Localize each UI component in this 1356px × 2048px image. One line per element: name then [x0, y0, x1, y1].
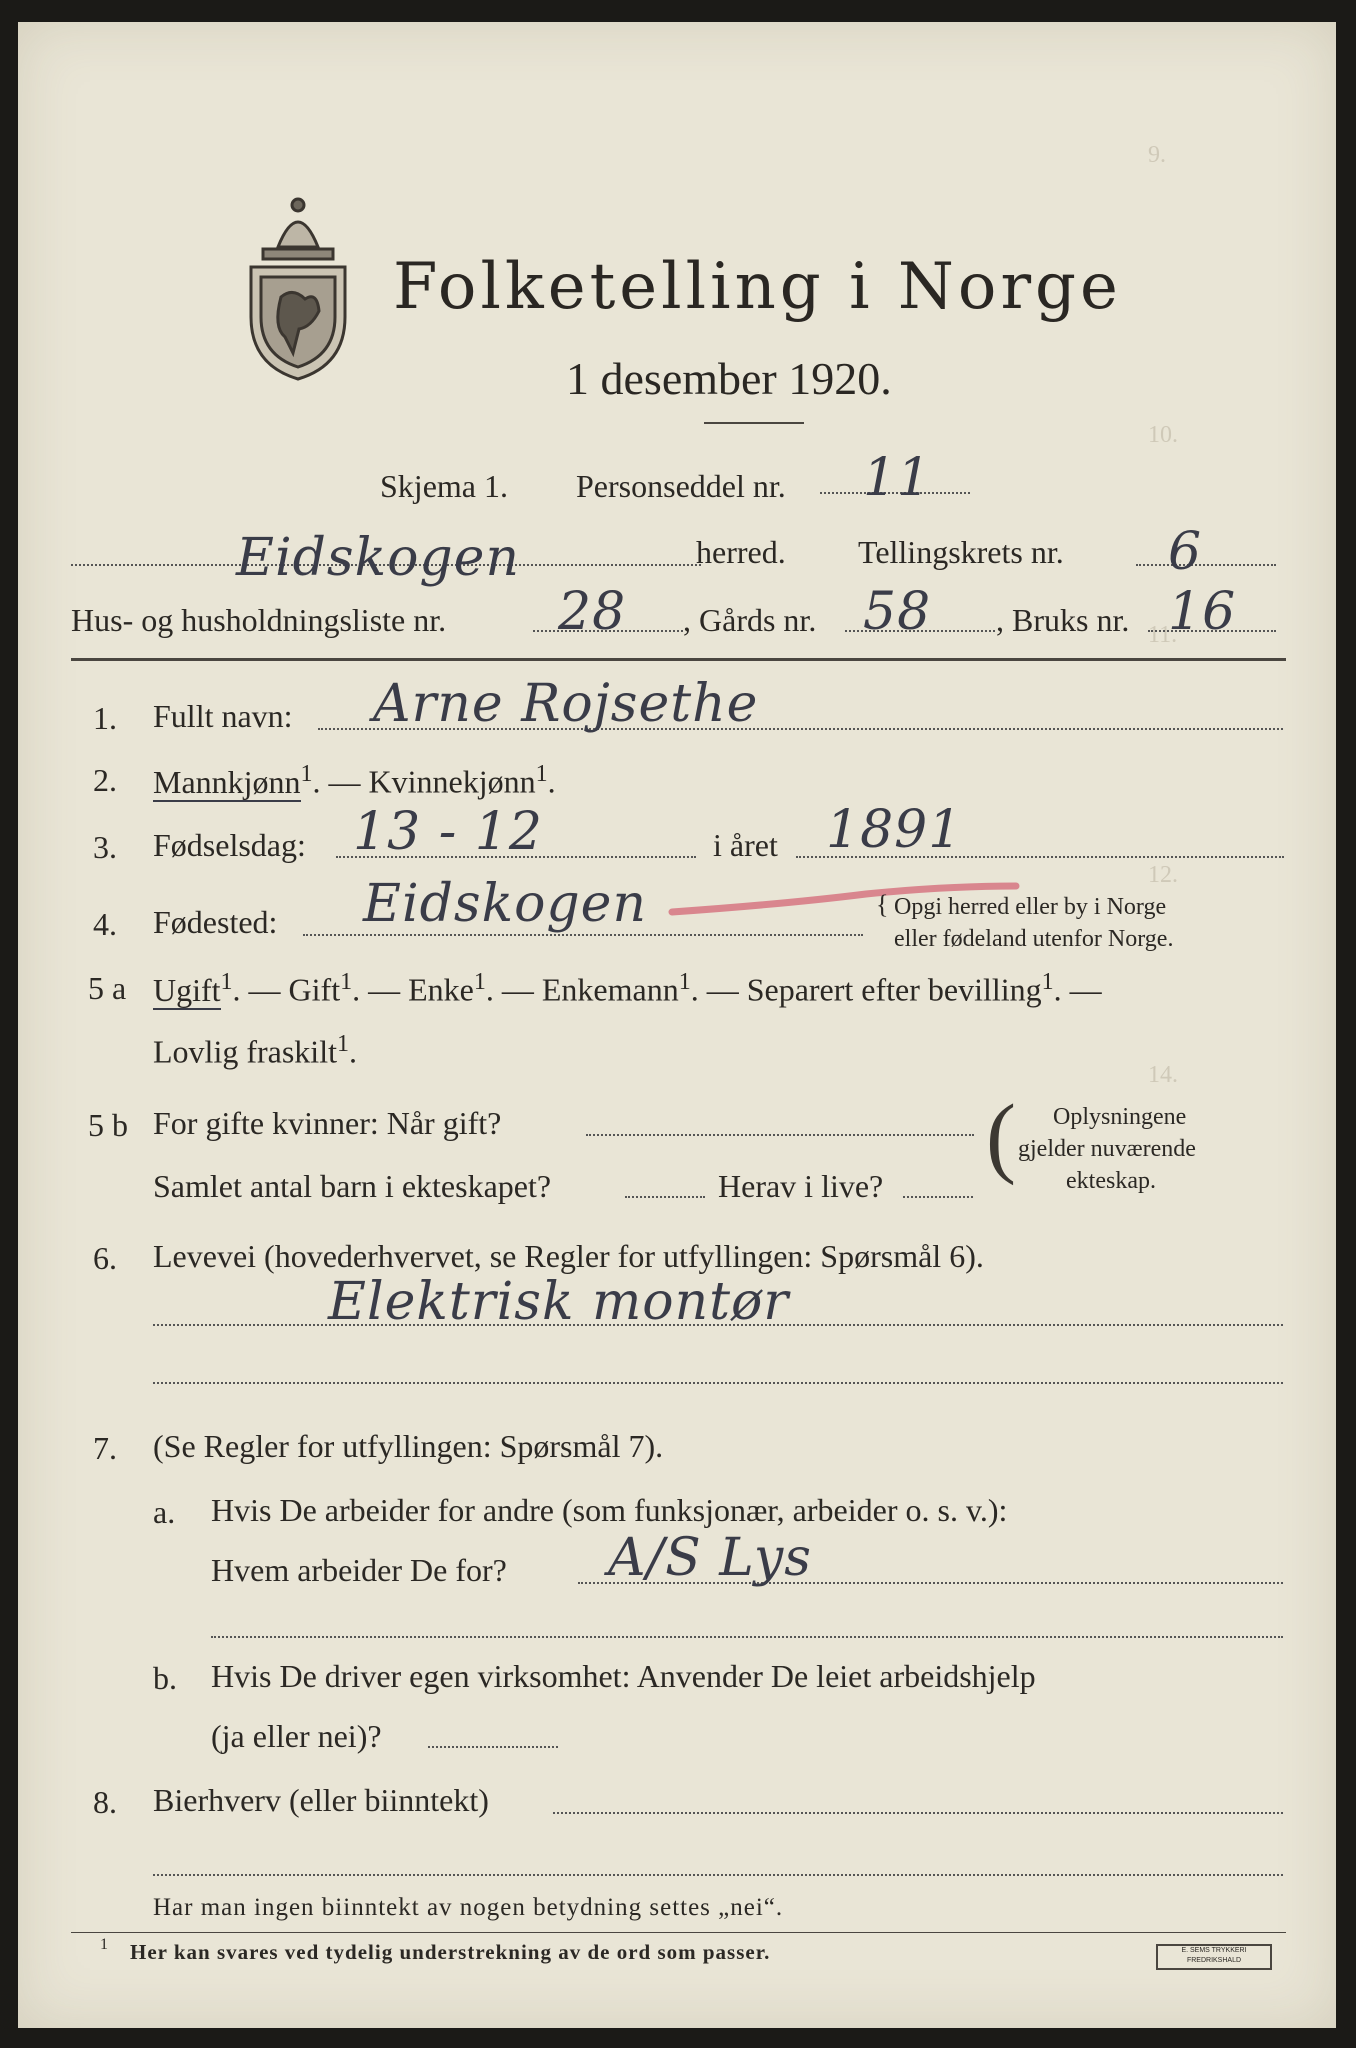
q1-number: 1.: [93, 700, 117, 736]
q4-number: 4.: [93, 906, 117, 942]
q5b-note-line2: gjelder nuværende: [1018, 1136, 1196, 1162]
q2-gender: Mannkjønn$^1$. — Kvinnekjønn$^1$.: [153, 761, 556, 800]
q7-number: 7.: [93, 1430, 117, 1466]
q4-note-line2: eller fødeland utenfor Norge.: [894, 926, 1174, 952]
q6-number: 6.: [93, 1240, 117, 1276]
hus-label: Hus- og husholdningsliste nr.: [71, 602, 447, 638]
hus-value: 28: [558, 582, 627, 642]
q8-label: Bierhverv (eller biinntekt): [153, 1782, 489, 1818]
bleed-through-text: 10.: [1148, 422, 1178, 448]
gards-value: 58: [863, 582, 932, 642]
q7b-text: Hvis De driver egen virksomhet: Anvender De leiet arbeidshjelp: [211, 1658, 1036, 1694]
q3-number: 3.: [93, 829, 117, 865]
q3-birth-date: 13 - 12: [353, 802, 543, 862]
q5b-alive-line: [903, 1196, 973, 1198]
q5b-note-line1: Oplysningene: [1053, 1104, 1187, 1130]
q6-label: Levevei (hovederhvervet, se Regler for utfyllingen: Spørsmål 6).: [153, 1238, 984, 1274]
q5b-married-label: For gifte kvinner: Når gift?: [153, 1105, 502, 1141]
bleed-through-text: 9.: [1148, 142, 1166, 168]
q5b-married-line: [586, 1134, 974, 1136]
q5a-fraskilt-option: Lovlig fraskilt$^1$.: [153, 1031, 357, 1070]
title-divider: [704, 422, 804, 424]
q4-note-line1: Opgi herred eller by i Norge: [894, 894, 1167, 920]
q8-line2: [153, 1874, 1283, 1876]
q5b-children-label: Samlet antal barn i ekteskapet?: [153, 1168, 552, 1204]
q2-number: 2.: [93, 762, 117, 798]
q7-label: (Se Regler for utfyllingen: Spørsmål 7).: [153, 1428, 664, 1464]
q7b-question: (ja eller nei)?: [211, 1718, 382, 1754]
q4-birthplace: Eidskogen: [363, 874, 647, 934]
coat-of-arms-icon: [233, 187, 363, 387]
herred-value: Eidskogen: [236, 528, 520, 588]
herred-label: herred.: [696, 534, 786, 570]
form-title: Folketelling i Norge: [393, 250, 1122, 324]
printer-stamp: E. SEMS TRYKKERI FREDRIKSHALD: [1156, 1944, 1272, 1970]
q5a-number: 5 a: [88, 970, 127, 1006]
q2-female-option: Kvinnekjønn: [368, 763, 536, 800]
q5a-enke-option: Enke: [408, 971, 474, 1008]
q7a-question: Hvem arbeider De for?: [211, 1552, 507, 1588]
q7a-text: Hvis De arbeider for andre (som funksjonær, arbeider o. s. v.):: [211, 1492, 1008, 1528]
q5a-ugift-option: Ugift: [153, 971, 221, 1008]
q8-number: 8.: [93, 1784, 117, 1820]
tellingskrets-value: 6: [1168, 522, 1203, 582]
q7a-line2: [211, 1636, 1283, 1638]
q1-full-name: Arne Rojsethe: [373, 674, 759, 734]
q3-label: Fødselsdag:: [153, 827, 306, 863]
q7b-line: [428, 1746, 558, 1748]
census-form: [18, 22, 1336, 2028]
q5b-note-brace: (: [986, 1087, 1016, 1186]
q3-birth-year: 1891: [826, 800, 963, 860]
q5a-separert-option: Separert efter bevilling: [746, 971, 1042, 1008]
q5b-alive-label: Herav i live?: [718, 1168, 884, 1204]
q4-label: Fødested:: [153, 904, 278, 940]
q5a-enkemann-option: Enkemann: [541, 971, 679, 1008]
q7a-employer: A/S Lys: [608, 1528, 812, 1588]
q5b-children-line: [625, 1196, 705, 1198]
bruks-label: , Bruks nr.: [996, 602, 1130, 638]
q5b-note-line3: ekteskap.: [1066, 1168, 1156, 1194]
q4-line: [303, 934, 863, 936]
q1-label: Fullt navn:: [153, 698, 293, 734]
q3-year-label: i året: [713, 827, 778, 863]
gards-label: , Gårds nr.: [683, 602, 817, 638]
header-separator: [71, 658, 1286, 661]
bruks-value: 16: [1168, 582, 1237, 642]
footer-separator: [71, 1932, 1286, 1933]
footnote-marker: 1: [100, 1936, 108, 1953]
schema-label: Skjema 1.: [380, 468, 508, 504]
census-date: 1 desember 1920.: [566, 353, 892, 404]
personseddel-value: 11: [863, 448, 932, 508]
q2-male-option: Mannkjønn: [153, 763, 301, 800]
bleed-through-text: 12.: [1148, 862, 1178, 888]
q5a-marital-status: Ugift$^1$. — Gift$^1$. — Enke$^1$. — Enkemann$^1$. — Separert efter bevilling$^1$. —: [153, 969, 1102, 1008]
bleed-through-text: 11.: [1148, 622, 1178, 648]
footnote-text: Her kan svares ved tydelig understrekning av de ord som passer.: [130, 1940, 771, 1964]
q6-line2: [153, 1382, 1283, 1384]
q6-occupation: Elektrisk montør: [328, 1272, 790, 1332]
q5a-gift-option: Gift: [288, 971, 341, 1008]
personseddel-label: Personseddel nr.: [576, 468, 786, 504]
bleed-through-text: 14.: [1148, 1062, 1178, 1088]
q5b-number: 5 b: [88, 1107, 128, 1143]
q7b-letter: b.: [153, 1660, 177, 1696]
q8-line1: [553, 1812, 1283, 1814]
q7a-letter: a.: [153, 1494, 176, 1530]
tellingskrets-label: Tellingskrets nr.: [858, 534, 1064, 570]
footer-note: Har man ingen biinntekt av nogen betydning settes „nei“.: [153, 1894, 784, 1921]
q4-note-brace: {: [876, 890, 889, 919]
tellingskrets-line: [1136, 564, 1276, 566]
